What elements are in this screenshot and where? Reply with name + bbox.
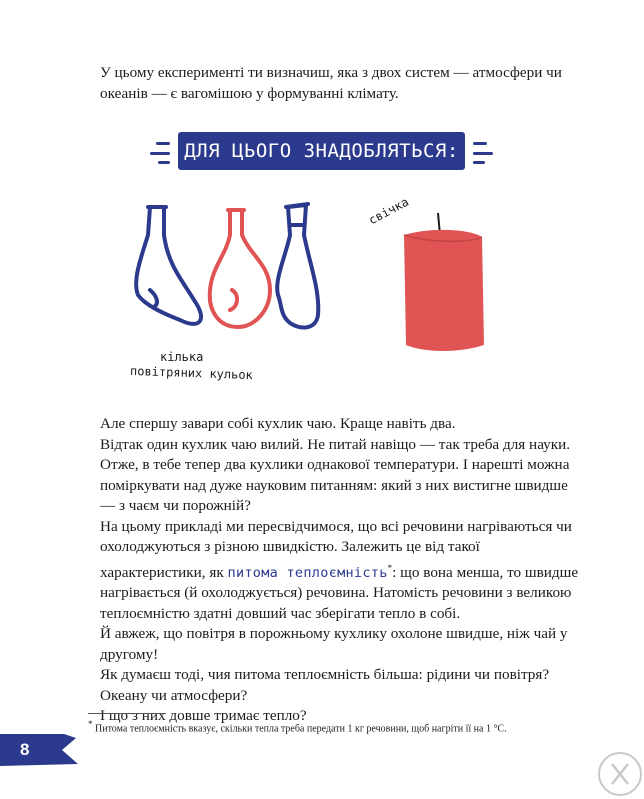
section-banner: [150, 128, 494, 176]
banner-deco-dash: [158, 161, 170, 164]
materials-illustration: [120, 195, 520, 370]
footnote: [88, 718, 568, 735]
blue-balloon-right: [277, 204, 318, 328]
banner-deco-dash: [473, 161, 485, 164]
banner-title: ДЛЯ ЦЬОГО ЗНАДОБЛЯТЬСЯ:: [184, 140, 459, 162]
banner-deco-dash: [156, 142, 170, 145]
footnote-text: Питома теплоємність вказує, скільки тепла треба передати 1 кг речовини, щоб нагріти її на 1 °С.: [95, 723, 507, 735]
footnote-divider: [88, 713, 166, 714]
paragraph-text: Отже, в тебе тепер два кухлики однакової температури. І нарешті можна поміркувати над дуже науковим питанням: який з них вистигне швидше — з чаєм чи порожній?: [100, 456, 570, 514]
paragraph-text: : що вона менша, то швидше нагрівається (й охолоджується) речовина. Натомість речовини з великою теплоємністю здатні довший час зберігати тепло в собі.: [100, 563, 579, 622]
blue-balloon-left: [136, 207, 201, 324]
main-text: [100, 414, 580, 727]
banner-deco-dash: [473, 152, 493, 155]
term-highlight: питома теплоємність: [227, 564, 388, 581]
paragraph: [100, 517, 580, 625]
intro-paragraph: У цьому експерименті ти визначиш, яка з двох систем — атмосфери чи океанів — є вагомішою у формуванні клімату.: [100, 64, 562, 102]
paragraph: [100, 414, 580, 435]
paragraph-text: І що з них довше тримає тепло?: [100, 707, 307, 725]
balloons-label-line1: кілька: [160, 350, 204, 364]
red-balloon: [210, 210, 270, 327]
banner-deco-dash: [150, 152, 170, 155]
paragraph: [100, 686, 580, 707]
watermark-logo: [598, 752, 642, 796]
paragraph-text: Океану чи атмосфери?: [100, 686, 248, 704]
paragraph-text: Як думаєш тоді, чия питома теплоємність більша: рідини чи повітря?: [100, 666, 550, 684]
paragraph-text: На цьому прикладі ми пересвідчимося, що всі речовини нагріваються чи охолоджуються з різною швидкістю. Залежить це від такої характеристики, як: [100, 517, 572, 581]
banner-box: [178, 132, 465, 170]
paragraph-text: Відтак один кухлик чаю вилий. Не питай навіщо — так треба для науки.: [100, 435, 571, 453]
paragraph: [100, 665, 580, 686]
page-number-flag: [0, 732, 80, 768]
paragraph: [100, 624, 580, 665]
footnote-marker: *: [387, 562, 393, 573]
paragraph-text: Але спершу завари собі кухлик чаю. Краще навіть два.: [100, 415, 456, 432]
footnote-marker: *: [88, 719, 93, 729]
page-number: 8: [20, 740, 30, 759]
candle-icon: [404, 213, 484, 351]
paragraph-text: Й авжеж, що повітря в порожньому кухлику охолоне швидше, ніж чай у другому!: [100, 625, 568, 663]
candle-label: свічка: [366, 194, 412, 228]
close-x-icon: [600, 754, 640, 794]
paragraph: [100, 455, 580, 517]
paragraph: [100, 435, 580, 456]
balloons-label-line2: повітряних кульок: [129, 363, 254, 383]
banner-deco-dash: [473, 142, 487, 145]
